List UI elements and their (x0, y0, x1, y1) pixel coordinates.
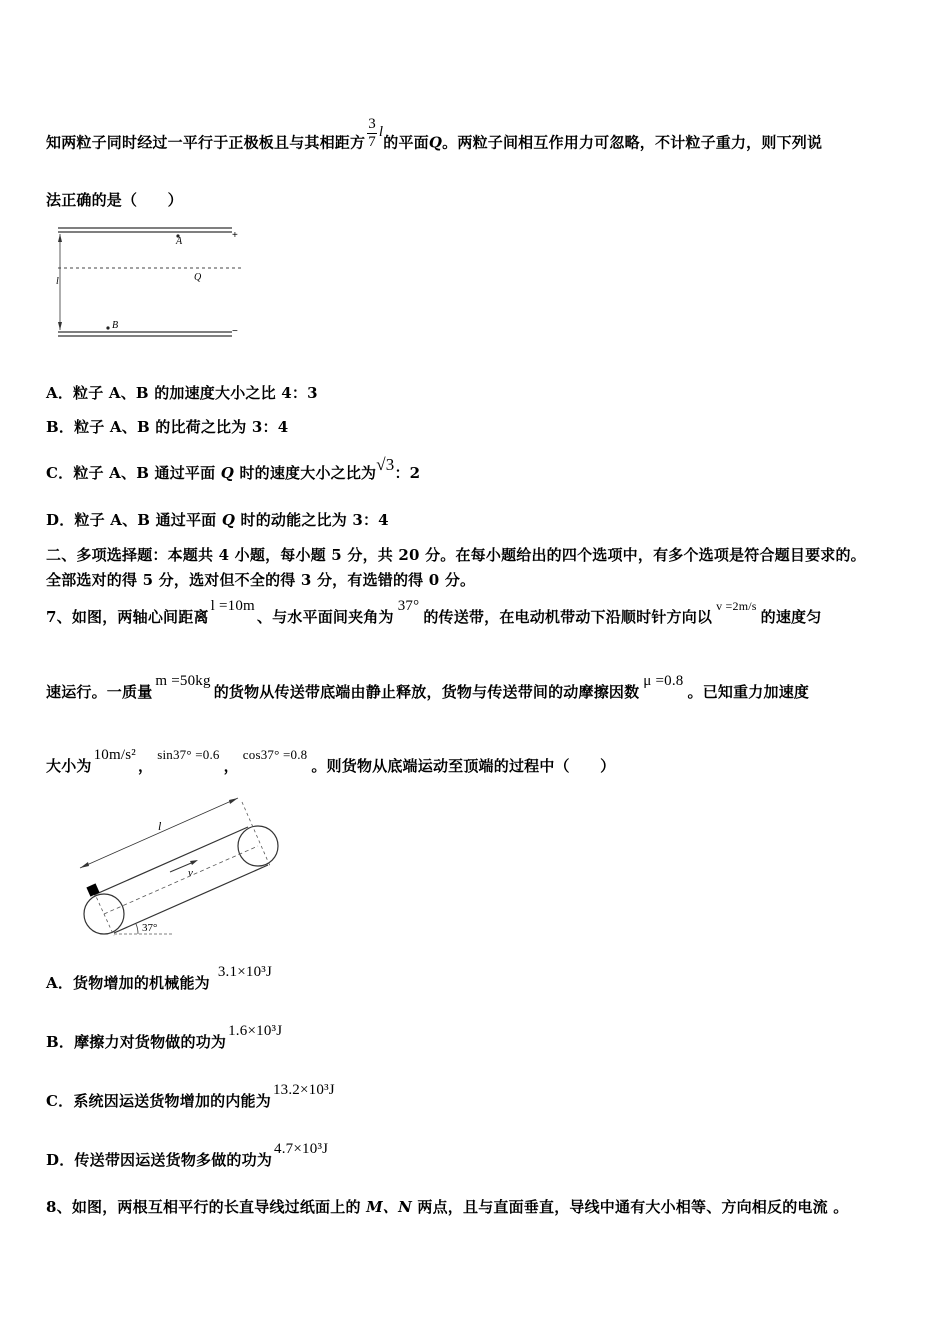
option-letter: B． (46, 1033, 75, 1051)
q7-l1-b: 、与水平面间夹角为 (256, 608, 394, 626)
q7-option-c[interactable] (46, 1082, 335, 1111)
section-2-line-2: 全部选对的得 5 分，选对但不全的得 3 分，有选错的得 0 分。 (46, 571, 476, 589)
capacitor-figure (52, 222, 252, 344)
q6-option-a[interactable] (46, 382, 318, 403)
q8-post: 两点，且与直面垂直，导线中通有大小相等、方向相反的电流 。 (411, 1198, 849, 1216)
q6-line-2: 法正确的是（ ） (46, 191, 183, 209)
option-letter: D． (46, 511, 75, 529)
q7-line-3 (46, 747, 616, 776)
option-letter: C． (46, 464, 74, 482)
option-letter: B． (46, 418, 75, 436)
option-value: 13.2×10³J (272, 1082, 335, 1098)
q6-line-1 (46, 116, 823, 161)
option-text: 摩擦力对货物做的功为 (74, 1033, 227, 1051)
q7-line-1 (46, 598, 822, 627)
q7-option-d[interactable] (46, 1141, 329, 1170)
fraction-denominator: 7 (368, 134, 376, 150)
q7-l2-b: 的货物从传送带底端由静止释放，货物与传送带间的动摩擦因数 (213, 683, 640, 701)
plane-q: Q (221, 511, 236, 529)
q7-l3-b: 。则货物从底端运动至顶端的过程中（ ） (311, 757, 616, 775)
bottom-axis-tick (94, 892, 114, 936)
option-letter: A． (46, 974, 74, 992)
q7-l1-c: 的传送带，在电动机带动下沿顺时针方向以 (423, 608, 713, 626)
q7-l2-c: 。已知重力加速度 (687, 683, 810, 701)
particle-b-dot (106, 326, 109, 329)
q7-l1-a: 7、如图，两轴心间距离 (46, 608, 209, 626)
section-2-line-1: 二、多项选择题：本题共 4 小题，每小题 5 分，共 20 分。在每小题给出的四个选项中，有多个选项是符合题目要求的。 (46, 546, 866, 564)
velocity-arrow (170, 860, 198, 872)
option-text: 传送带因运送货物多做的功为 (74, 1151, 273, 1169)
q6-option-d[interactable] (46, 509, 389, 530)
q6-line1-c: 。两粒子间相互作用力可忽略，不计粒子重力，则下列说 (442, 133, 823, 152)
q6-option-b[interactable] (46, 416, 288, 437)
option-value: 1.6×10³J (228, 1023, 283, 1039)
option-text-post: ：2 (394, 464, 421, 482)
option-text-post: 时的动能之比为 3：4 (235, 511, 389, 529)
option-text: 系统因运送货物增加的内能为 (73, 1092, 271, 1110)
q7-mass: m =50kg (155, 673, 211, 689)
option-text-pre: 粒子 A、B 通过平面 (73, 464, 221, 482)
negative-plate (58, 332, 232, 336)
q7-option-b[interactable] (46, 1023, 283, 1052)
option-value: 3.1×10³J (217, 964, 273, 980)
q7-friction-coefficient: μ =0.8 (643, 673, 684, 689)
q7-speed: v =2m/s (716, 599, 757, 613)
option-letter: D． (46, 1151, 75, 1169)
q7-l3-a: 大小为 (46, 757, 92, 775)
figure-label-b: B (112, 320, 119, 331)
q7-l2-a: 速运行。一质量 (46, 683, 153, 701)
plane-q: Q (220, 464, 235, 482)
q8-points-mn: M、N (366, 1198, 412, 1216)
q6-line1-a: 知两粒子同时经过一平行于正极板且与其相距方 (46, 133, 366, 152)
q7-l1-d: 的速度匀 (760, 608, 822, 626)
q7-sin37: sin37° =0.6 (157, 747, 220, 762)
option-text: 粒子 A、B 的加速度大小之比 4：3 (73, 384, 318, 402)
minus-sign: − (232, 326, 238, 337)
q7-distance: l =10m (210, 598, 255, 614)
fraction-variable: l (378, 123, 384, 140)
length-arrow (80, 798, 238, 868)
figure-label-a: A (176, 236, 183, 247)
q7-l3-s2: ， (223, 757, 239, 775)
figure-label-q: Q (194, 272, 202, 283)
q6-fraction (367, 116, 377, 151)
option-letter: A． (46, 384, 74, 402)
positive-plate (58, 228, 232, 232)
q7-line-2 (46, 673, 810, 702)
figure-label-l: l (56, 276, 59, 287)
fraction-numerator: 3 (368, 116, 376, 132)
top-axis-tick (242, 802, 270, 866)
q7-l3-s1: ， (137, 757, 154, 775)
q8-pre: 8、如图，两根互相平行的长直导线过纸面上的 (46, 1198, 367, 1216)
q6-line1-b: 的平面 (383, 133, 429, 152)
q6-option-c[interactable] (46, 455, 421, 483)
velocity-label-v: v (188, 867, 193, 879)
option-text: 粒子 A、B 的比荷之比为 3：4 (74, 418, 289, 436)
q8-line-1 (46, 1196, 848, 1217)
angle-label: 37° (142, 922, 158, 934)
length-label-l: l (158, 819, 162, 833)
q7-gravity: 10m/s² (93, 747, 136, 763)
q7-cos37: cos37° =0.8 (242, 747, 308, 762)
option-value: 4.7×10³J (274, 1141, 329, 1157)
option-text: 货物增加的机械能为 (73, 974, 210, 992)
angle-arc (136, 924, 138, 934)
q7-option-a[interactable] (46, 964, 273, 993)
q7-angle: 37° (397, 598, 420, 614)
option-text-pre: 粒子 A、B 通过平面 (74, 511, 222, 529)
conveyor-figure (70, 794, 290, 942)
option-letter: C． (46, 1092, 74, 1110)
plane-q: Q (428, 133, 443, 152)
option-text-mid: 时的速度大小之比为 (234, 464, 377, 482)
sqrt-three: √3 (376, 455, 395, 474)
plus-sign: + (232, 230, 238, 241)
